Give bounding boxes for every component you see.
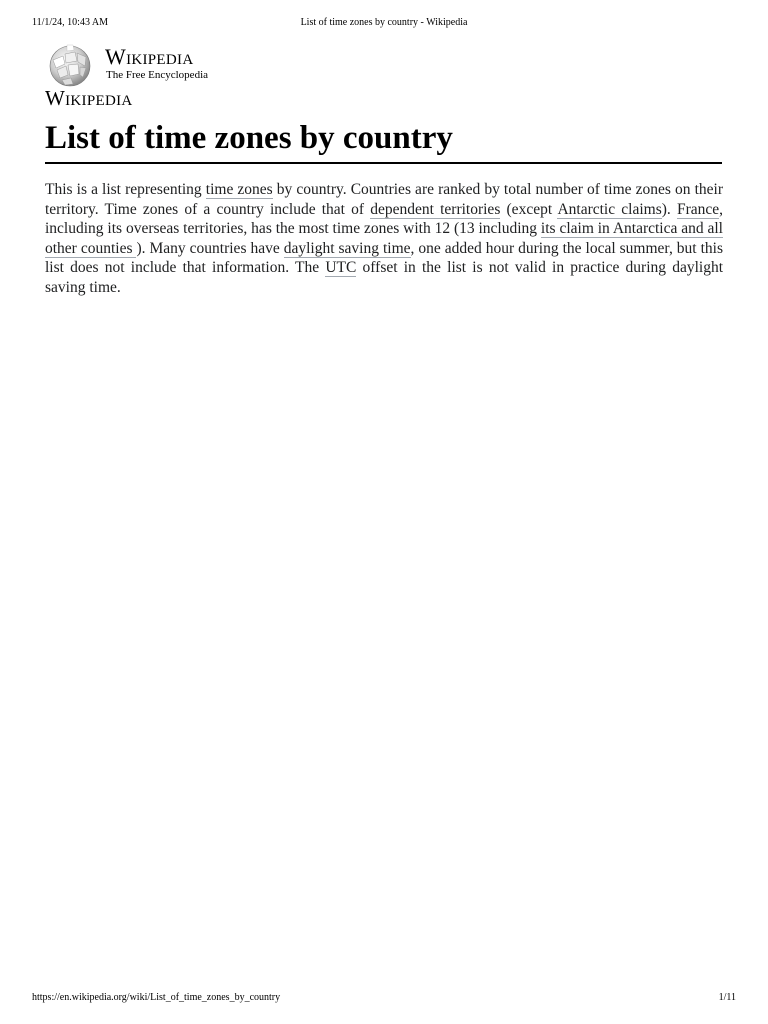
print-document-title: List of time zones by country - Wikipedia: [300, 17, 468, 28]
wikipedia-tagline: The Free Encyclopedia: [106, 69, 209, 81]
intro-text: , including its overseas territories, has the most time zones with 12 (13 including: [45, 200, 723, 238]
intro-text: , one added hour during the local summer, but this list does not include that information. The: [45, 239, 723, 277]
link-antarctica-claim[interactable]: its claim in Antarctica and all other counties: [45, 220, 723, 257]
link-daylight-saving-time[interactable]: daylight saving time: [283, 239, 411, 257]
wikipedia-globe-icon: [45, 44, 95, 88]
print-url: https://en.wikipedia.org/wiki/List_of_time_zones_by_country: [32, 992, 281, 1003]
intro-text: offset in the list is not valid in practice during daylight saving time.: [45, 259, 724, 296]
wikipedia-wordmark: Wikipedia: [105, 44, 194, 69]
wikipedia-wordmark-secondary: Wikipedia: [45, 86, 133, 110]
intro-text: by country. Countries are ranked by total number of time zones on their territory. Time zones of a country include that of: [45, 181, 723, 218]
print-footer: [32, 991, 736, 1005]
print-header: [32, 16, 736, 30]
intro-text: ). Many countries have: [136, 239, 284, 257]
link-antarctic-claims[interactable]: Antarctic claims: [557, 200, 662, 218]
print-page-number: 1/11: [718, 992, 736, 1003]
intro-text: (except: [500, 200, 558, 218]
intro-paragraph: [45, 180, 723, 298]
link-time-zones[interactable]: time zones: [205, 181, 273, 198]
link-dependent-territories[interactable]: dependent territories: [370, 200, 501, 218]
wikipedia-logo[interactable]: [45, 44, 245, 88]
link-france[interactable]: France: [676, 200, 720, 218]
print-datetime: 11/1/24, 10:43 AM: [32, 17, 109, 28]
page-title: List of time zones by country: [45, 118, 722, 164]
link-utc[interactable]: UTC: [325, 259, 357, 277]
intro-text: This is a list representing: [45, 181, 206, 198]
intro-text: ).: [661, 200, 677, 218]
